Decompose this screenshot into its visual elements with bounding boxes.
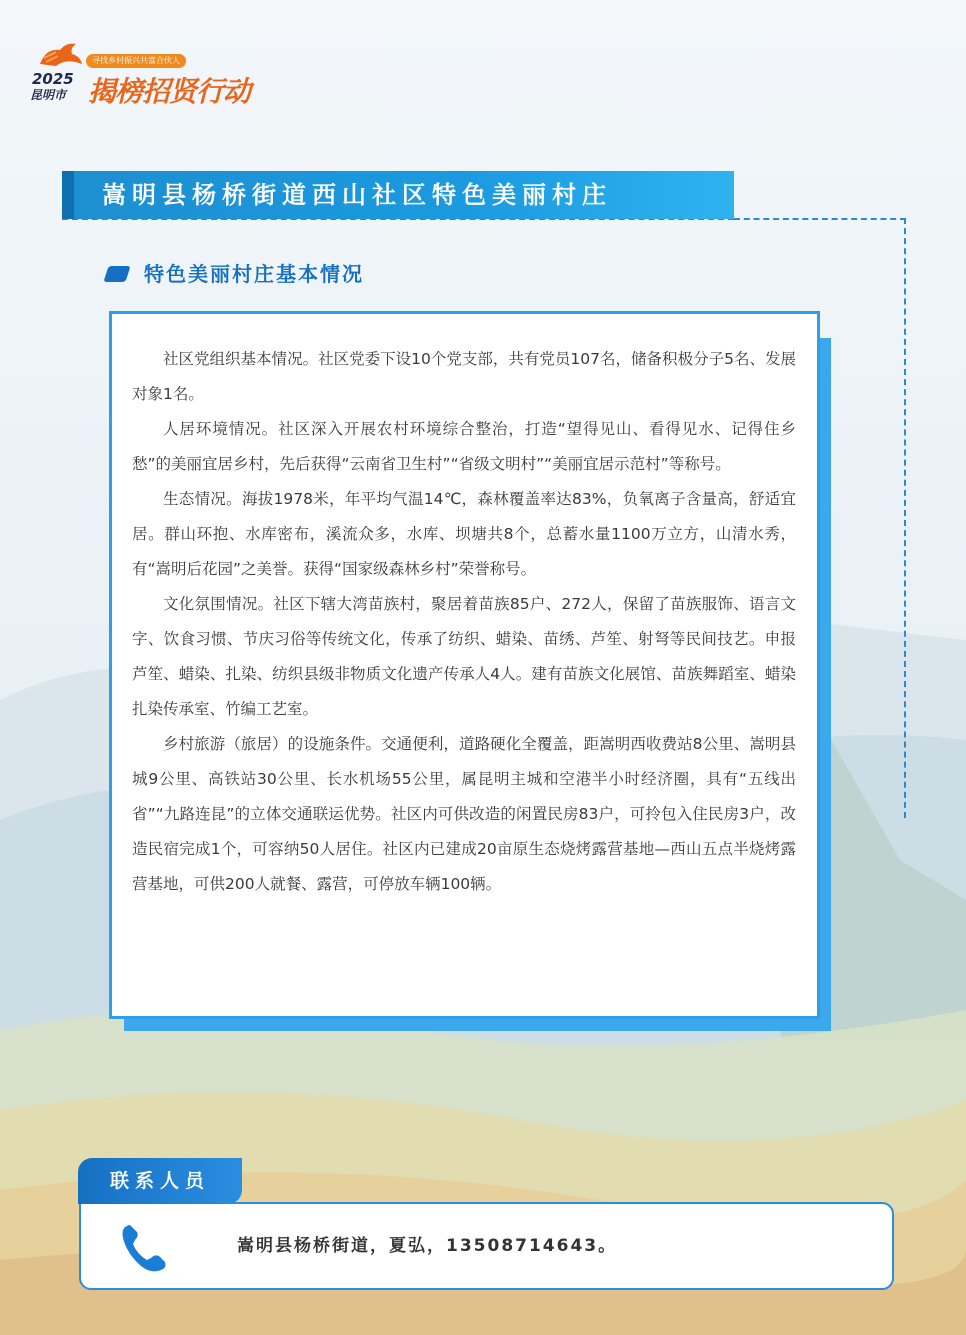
section-title: 特色美丽村庄基本情况 (144, 262, 364, 286)
content-box (109, 311, 820, 1019)
logo-city: 昆明市 (30, 88, 67, 102)
logo-year: 2025 (32, 70, 74, 88)
contact-label: 联系人员 (109, 1170, 210, 1192)
content-body (132, 342, 796, 902)
logo-main-title: 揭榜招贤行动 (88, 75, 251, 108)
page-title-bar (62, 171, 734, 219)
page-title: 嵩明县杨桥街道西山社区特色美丽村庄 (102, 181, 612, 209)
paragraph-environment: 人居环境情况。社区深入开展农村环境综合整治，打造“望得见山、看得见水、记得住乡愁”的美丽宜居乡村，先后获得“云南省卫生村”“省级文明村”“美丽宜居示范村”等称号。 (132, 420, 796, 473)
contact-info: 嵩明县杨桥街道，夏弘，13508714643。 (237, 1236, 618, 1256)
campaign-logo (28, 38, 251, 120)
phoenix-emblem-icon (36, 38, 84, 70)
logo-slogan: 寻找乡村振兴共富合伙人 (86, 54, 186, 68)
paragraph-ecology: 生态情况。海拔1978米，年平均气温14℃，森林覆盖率达83%，负氧离子含量高，舒适宜居。群山环抱、水库密布，溪流众多，水库、坝塘共8个，总蓄水量1100万立方，山清水秀，有“嵩明后花园”之美誉。获得“国家级森林乡村”荣誉称号。 (132, 490, 796, 578)
phone-icon (117, 1220, 173, 1276)
paragraph-party: 社区党组织基本情况。社区党委下设10个党支部，共有党员107名，储备积极分子5名、发展对象1名。 (132, 350, 796, 403)
contact-box (79, 1202, 894, 1290)
contact-tab (78, 1158, 242, 1204)
paragraph-tourism: 乡村旅游（旅居）的设施条件。交通便利，道路硬化全覆盖，距嵩明西收费站8公里、嵩明县城9公里、高铁站30公里、长水机场55公里，属昆明主城和空港半小时经济圈，具有“五线出省”“九路连昆”的立体交通联运优势。社区内可供改造的闲置民房83户，可拎包入住民房3户，改造民宿完成1个，可容纳50人居住。社区内已建成20亩原生态烧烤露营基地—西山五点半烧烤露营基地，可供200人就餐、露营，可停放车辆100辆。 (132, 735, 796, 893)
paragraph-culture: 文化氛围情况。社区下辖大湾苗族村，聚居着苗族85户、272人，保留了苗族服饰、语言文字、饮食习惯、节庆习俗等传统文化，传承了纺织、蜡染、苗绣、芦笙、射弩等民间技艺。申报芦笙、蜡染、扎染、纺织县级非物质文化遗产传承人4人。建有苗族文化展馆、苗族舞蹈室、蜡染扎染传承室、竹编工艺室。 (132, 595, 796, 718)
